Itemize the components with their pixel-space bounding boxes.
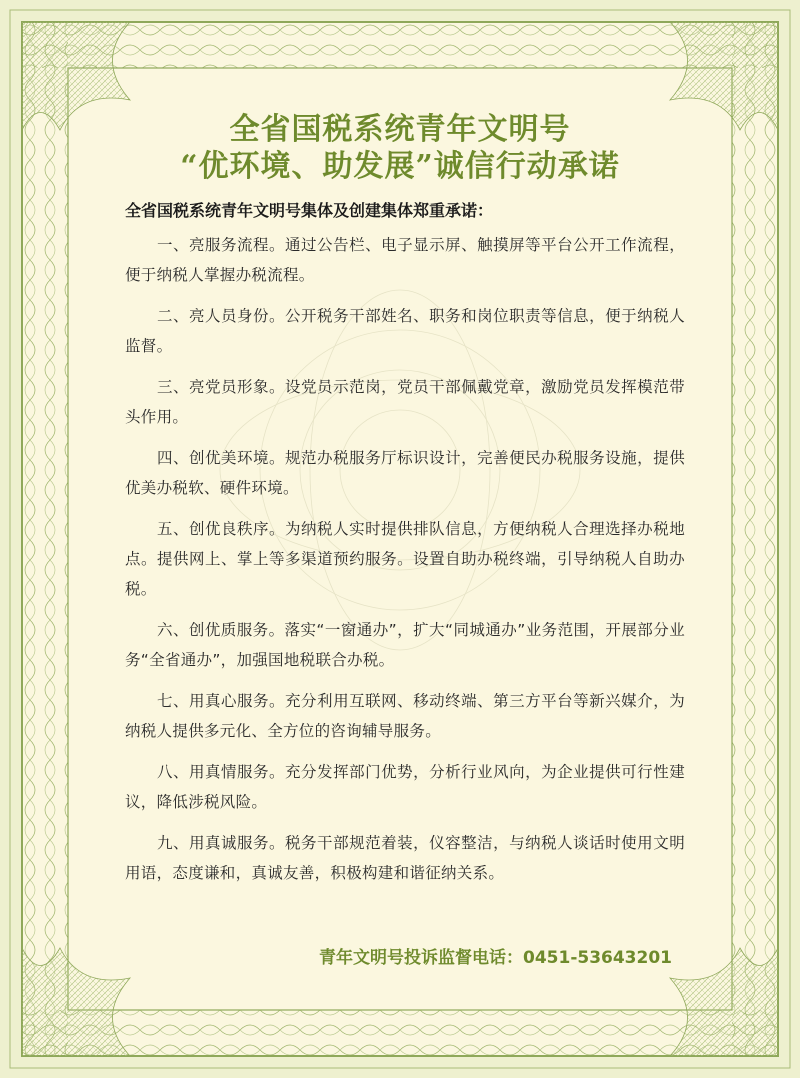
pledge-item-7: 七、用真心服务。充分利用互联网、移动终端、第三方平台等新兴媒介，为纳税人提供多元化、全方位的咨询辅导服务。 [125,692,685,740]
complaint-hotline: 青年文明号投诉监督电话：0451-53643201 [319,948,672,968]
pledge-item-4: 四、创优美环境。规范办税服务厅标识设计，完善便民办税服务设施，提供优美办税软、硬件环境。 [125,449,685,497]
pledge-item-6: 六、创优质服务。落实“一窗通办”，扩大“同城通办”业务范围，开展部分业务“全省通办”，加强国地税联合办税。 [125,621,685,669]
pledge-item-2: 二、亮人员身份。公开税务干部姓名、职务和岗位职责等信息，便于纳税人监督。 [125,307,685,355]
pledge-item-3: 三、亮党员形象。设党员示范岗，党员干部佩戴党章，激励党员发挥模范带头作用。 [125,378,685,426]
pledge-item-9: 九、用真诚服务。税务干部规范着装，仪容整洁，与纳税人谈话时使用文明用语，态度谦和，真诚友善，积极构建和谐征纳关系。 [125,834,685,882]
title-line-2: “优环境、助发展”诚信行动承诺 [180,149,620,184]
pledge-item-5: 五、创优良秩序。为纳税人实时提供排队信息，方便纳税人合理选择办税地点。提供网上、掌上等多渠道预约服务。设置自助办税终端，引导纳税人自助办税。 [125,520,685,598]
pledge-list [125,230,685,899]
pledge-item-8: 八、用真情服务。充分发挥部门优势，分析行业风向，为企业提供可行性建议，降低涉税风险。 [125,763,685,811]
pledge-item-1: 一、亮服务流程。通过公告栏、电子显示屏、触摸屏等平台公开工作流程，便于纳税人掌握办税流程。 [125,236,685,284]
intro-statement: 全省国税系统青年文明号集体及创建集体郑重承诺： [125,201,494,220]
title-line-1: 全省国税系统青年文明号 [229,112,571,147]
